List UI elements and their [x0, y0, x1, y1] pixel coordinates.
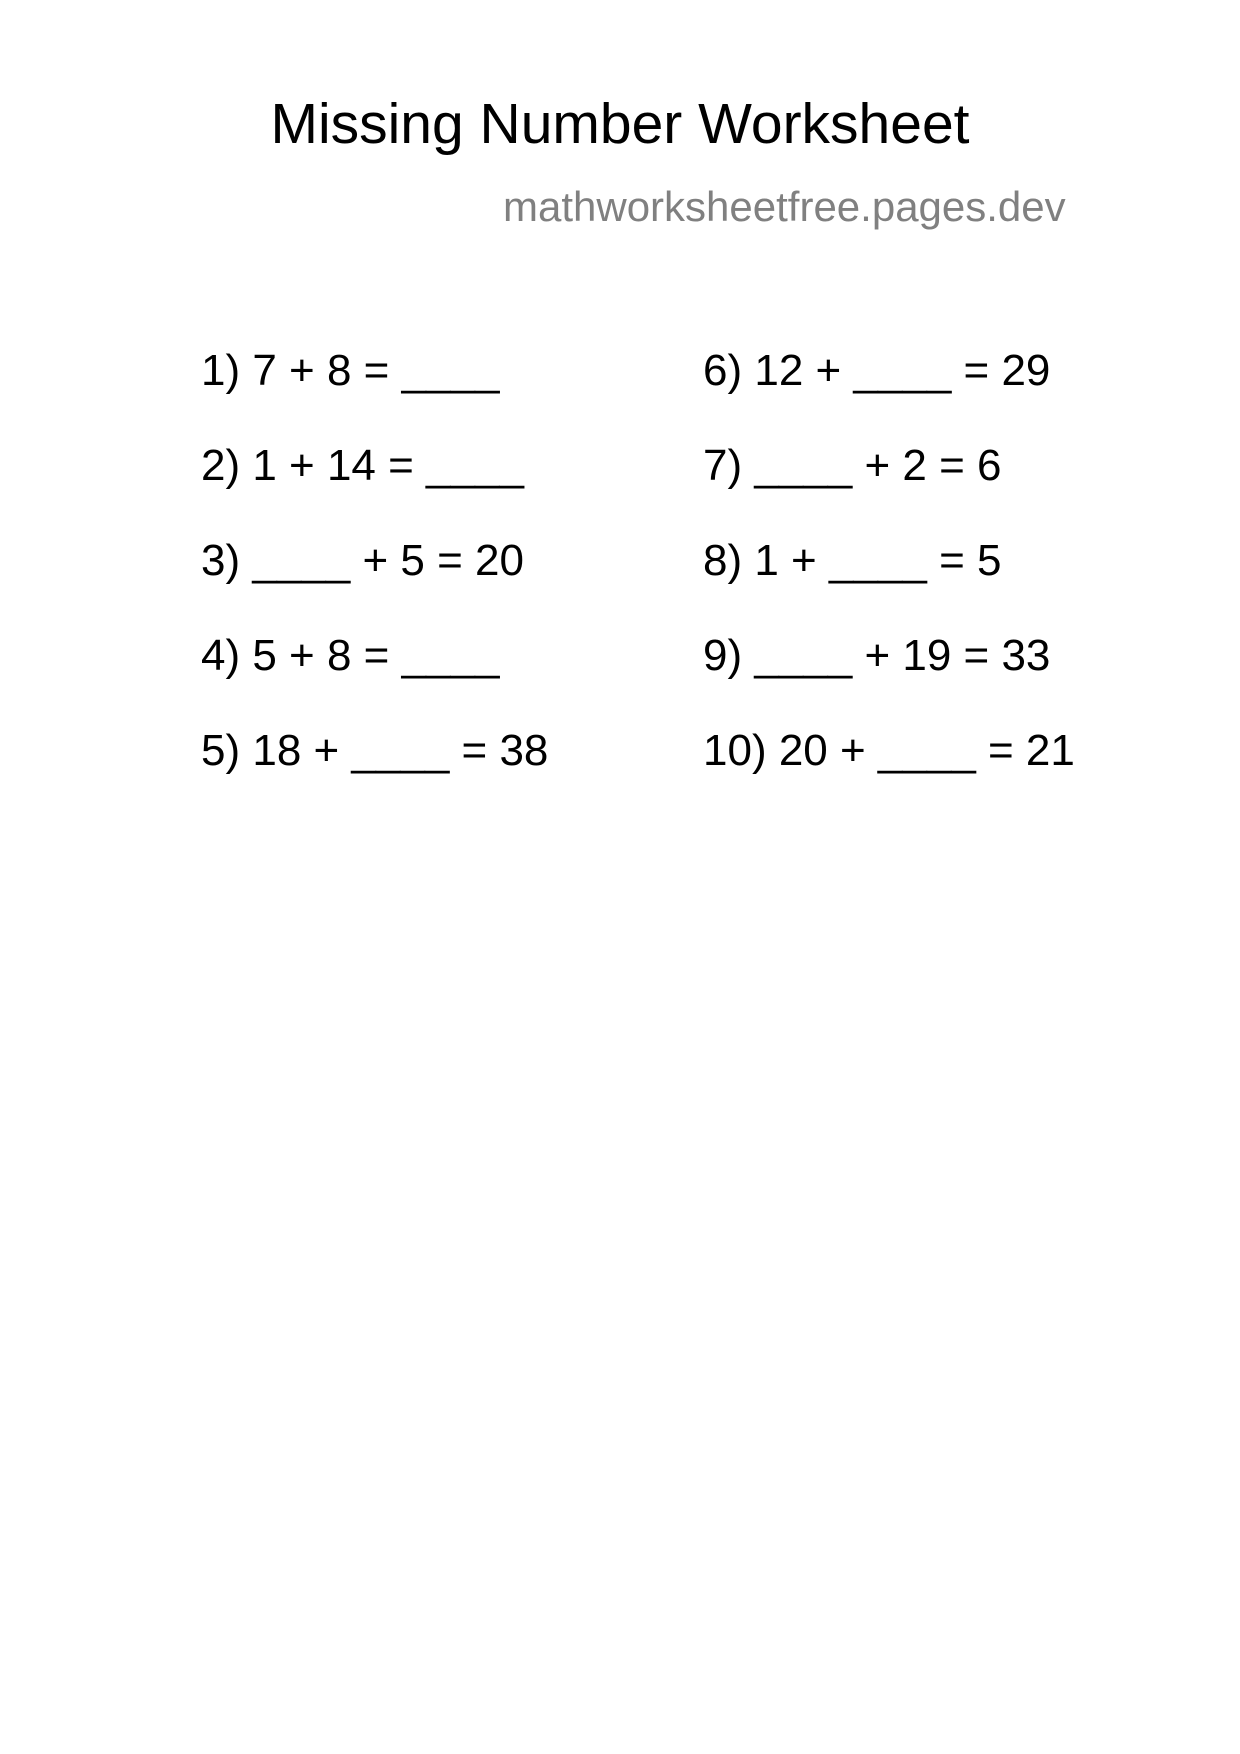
problem-2: 2) 1 + 14 = ____ — [201, 441, 524, 490]
problem-8: 8) 1 + ____ = 5 — [703, 536, 1002, 585]
problem-10: 10) 20 + ____ = 21 — [703, 726, 1075, 775]
problem-9: 9) ____ + 19 = 33 — [703, 631, 1051, 680]
problem-1: 1) 7 + 8 = ____ — [201, 346, 500, 395]
problem-7: 7) ____ + 2 = 6 — [703, 441, 1002, 490]
problem-6: 6) 12 + ____ = 29 — [703, 346, 1051, 395]
problem-3: 3) ____ + 5 = 20 — [201, 536, 524, 585]
worksheet-source-url: mathworksheetfree.pages.dev — [503, 183, 1066, 230]
problem-4: 4) 5 + 8 = ____ — [201, 631, 500, 680]
problem-5: 5) 18 + ____ = 38 — [201, 726, 549, 775]
worksheet-title: Missing Number Worksheet — [270, 92, 970, 156]
